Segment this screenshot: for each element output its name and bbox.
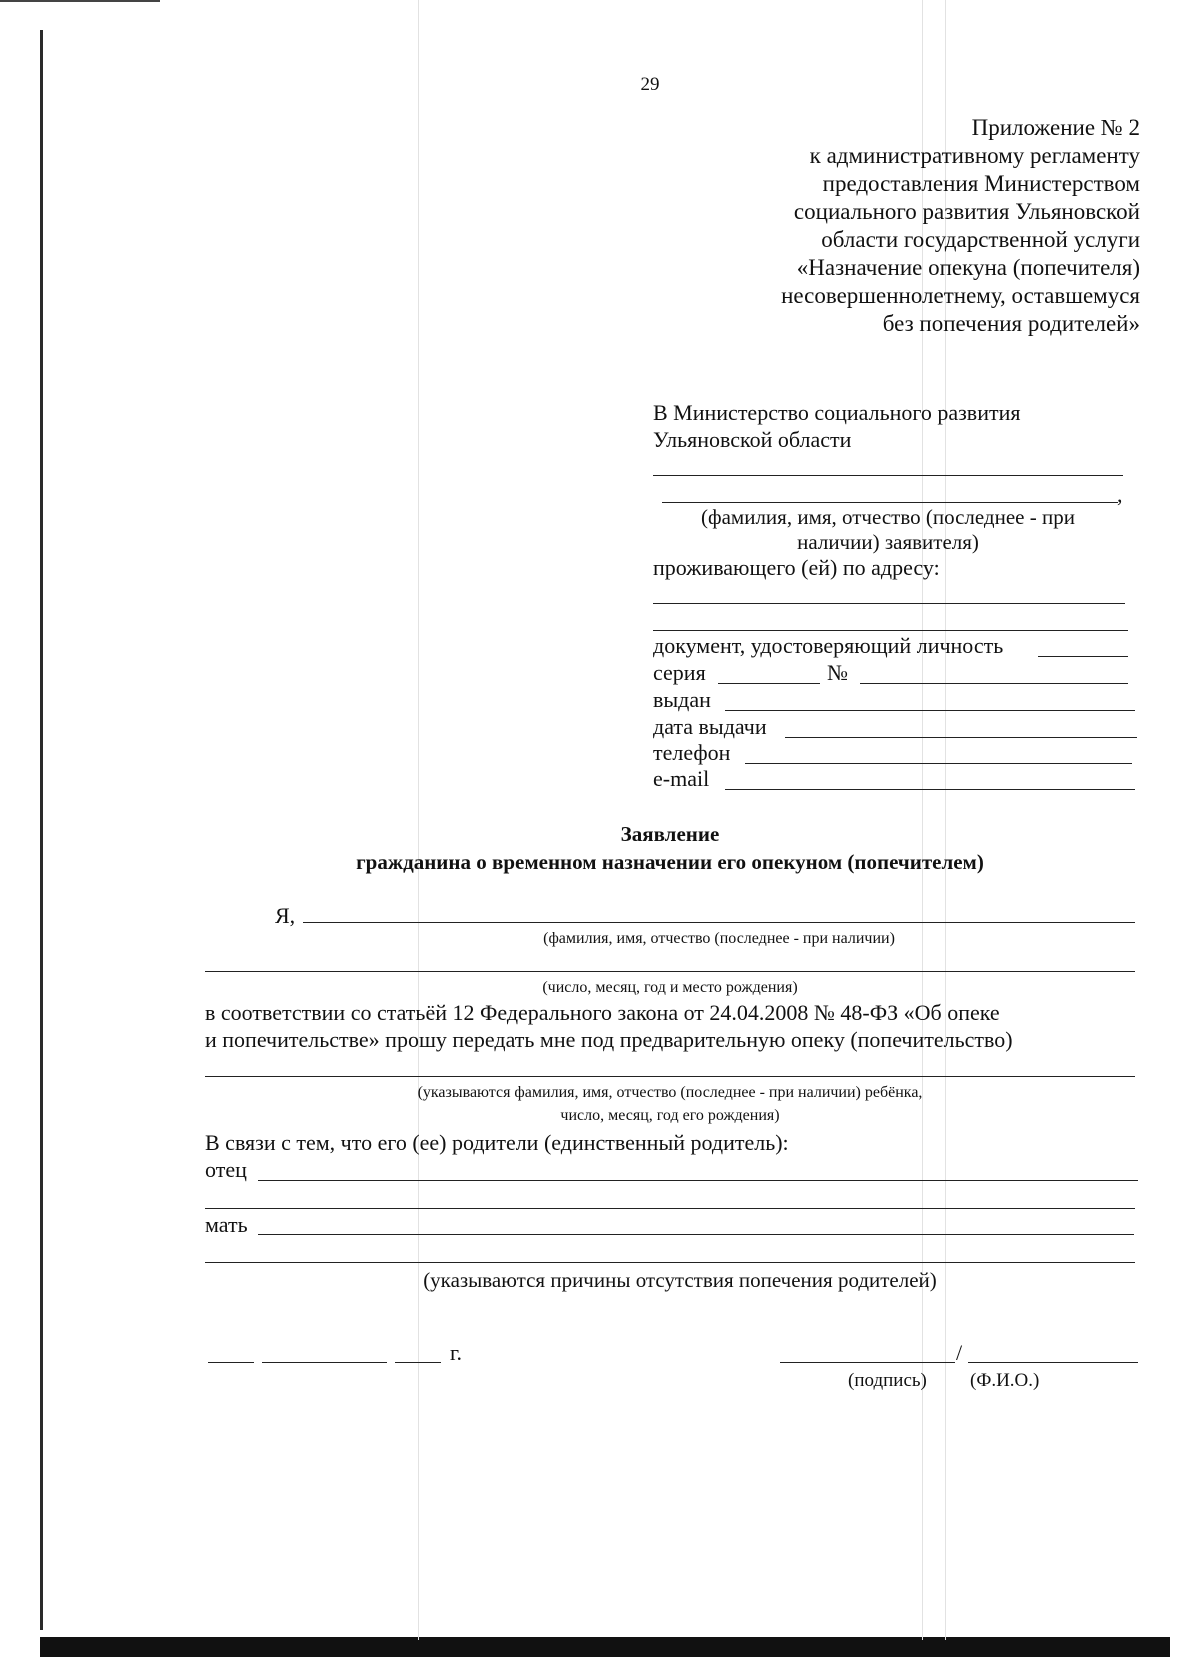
address-field[interactable] (653, 603, 1125, 604)
statement-title: Заявление (620, 822, 720, 846)
series-field[interactable] (718, 683, 820, 684)
appendix-line: без попечения родителей» (882, 311, 1140, 336)
phone-field[interactable] (745, 763, 1132, 764)
appendix-line: социального развития Ульяновской (793, 199, 1140, 224)
scan-edge-top (0, 0, 160, 2)
issue-date-field[interactable] (785, 737, 1137, 738)
year-suffix: г. (450, 1340, 463, 1365)
address-field[interactable] (653, 630, 1128, 631)
issued-label: выдан (653, 687, 711, 712)
applicant-name-hint: наличии) заявителя) (797, 530, 979, 554)
number-field[interactable] (860, 683, 1128, 684)
number-sign: № (827, 660, 848, 685)
statement-subtitle: гражданина о временном назначении его опекуном (попечителем) (356, 850, 984, 874)
scan-edge-bottom (40, 1637, 1170, 1657)
signature-field[interactable] (780, 1362, 955, 1363)
appendix-line: несовершеннолетнему, оставшемуся (781, 283, 1140, 308)
date-day-field[interactable] (208, 1362, 254, 1363)
statement-body-line: в соответствии со статьёй 12 Федерального закона от 24.04.2008 № 48-ФЗ «Об опеке (205, 1000, 1000, 1025)
page-number: 29 (640, 74, 660, 95)
child-hint: число, месяц, год его рождения) (560, 1107, 780, 1124)
mother-field[interactable] (258, 1234, 1134, 1235)
father-field[interactable] (258, 1180, 1138, 1181)
appendix-line: Приложение № 2 (971, 115, 1140, 140)
scan-edge-left (40, 30, 43, 1630)
id-document-label: документ, удостоверяющий личность (653, 633, 1004, 658)
reasons-hint: (указываются причины отсутствия попечения родителей) (423, 1268, 937, 1292)
appendix-line: к административному регламенту (809, 143, 1140, 168)
father-label: отец (205, 1157, 247, 1182)
birth-field[interactable] (205, 971, 1135, 972)
email-label: e-mail (653, 766, 710, 791)
i-prefix: Я, (275, 903, 296, 928)
mother-label: мать (205, 1212, 248, 1237)
email-field[interactable] (725, 789, 1135, 790)
mother-field-extra[interactable] (205, 1262, 1135, 1263)
father-field-extra[interactable] (205, 1208, 1135, 1209)
issue-date-label: дата выдачи (653, 714, 767, 739)
id-document-field[interactable] (1038, 656, 1128, 657)
series-label: серия (653, 660, 706, 685)
signature-fio-field[interactable] (968, 1362, 1138, 1363)
applicant-name-field[interactable] (662, 502, 1118, 503)
scan-fold-line (418, 0, 419, 1640)
parents-intro: В связи с тем, что его (ее) родители (единственный родитель): (205, 1130, 789, 1155)
birth-hint: (число, месяц, год и место рождения) (542, 979, 798, 996)
signature-hint: (подпись) (848, 1370, 927, 1391)
applicant-name-field[interactable] (653, 475, 1123, 476)
addressee-ministry: В Министерство социального развития (653, 400, 1021, 425)
appendix-line: области государственной услуги (821, 227, 1140, 252)
phone-label: телефон (653, 740, 731, 765)
issued-field[interactable] (725, 710, 1135, 711)
residence-label: проживающего (ей) по адресу: (653, 555, 940, 580)
child-field[interactable] (205, 1076, 1135, 1077)
statement-fio-hint: (фамилия, имя, отчество (последнее - при наличии) (543, 930, 895, 947)
signature-fio-hint: (Ф.И.О.) (970, 1370, 1040, 1391)
comma: , (1117, 482, 1123, 507)
statement-fio-field[interactable] (303, 922, 1135, 923)
appendix-line: предоставления Министерством (822, 171, 1140, 196)
applicant-name-hint: (фамилия, имя, отчество (последнее - при (701, 505, 1075, 529)
signature-slash: / (956, 1340, 963, 1365)
appendix-line: «Назначение опекуна (попечителя) (796, 255, 1140, 280)
date-year-field[interactable] (395, 1362, 441, 1363)
child-hint: (указываются фамилия, имя, отчество (последнее - при наличии) ребёнка, (417, 1084, 923, 1101)
date-month-field[interactable] (262, 1362, 387, 1363)
statement-body-line: и попечительстве» прошу передать мне под предварительную опеку (попечительство) (205, 1027, 1013, 1052)
addressee-region: Ульяновской области (653, 427, 852, 452)
